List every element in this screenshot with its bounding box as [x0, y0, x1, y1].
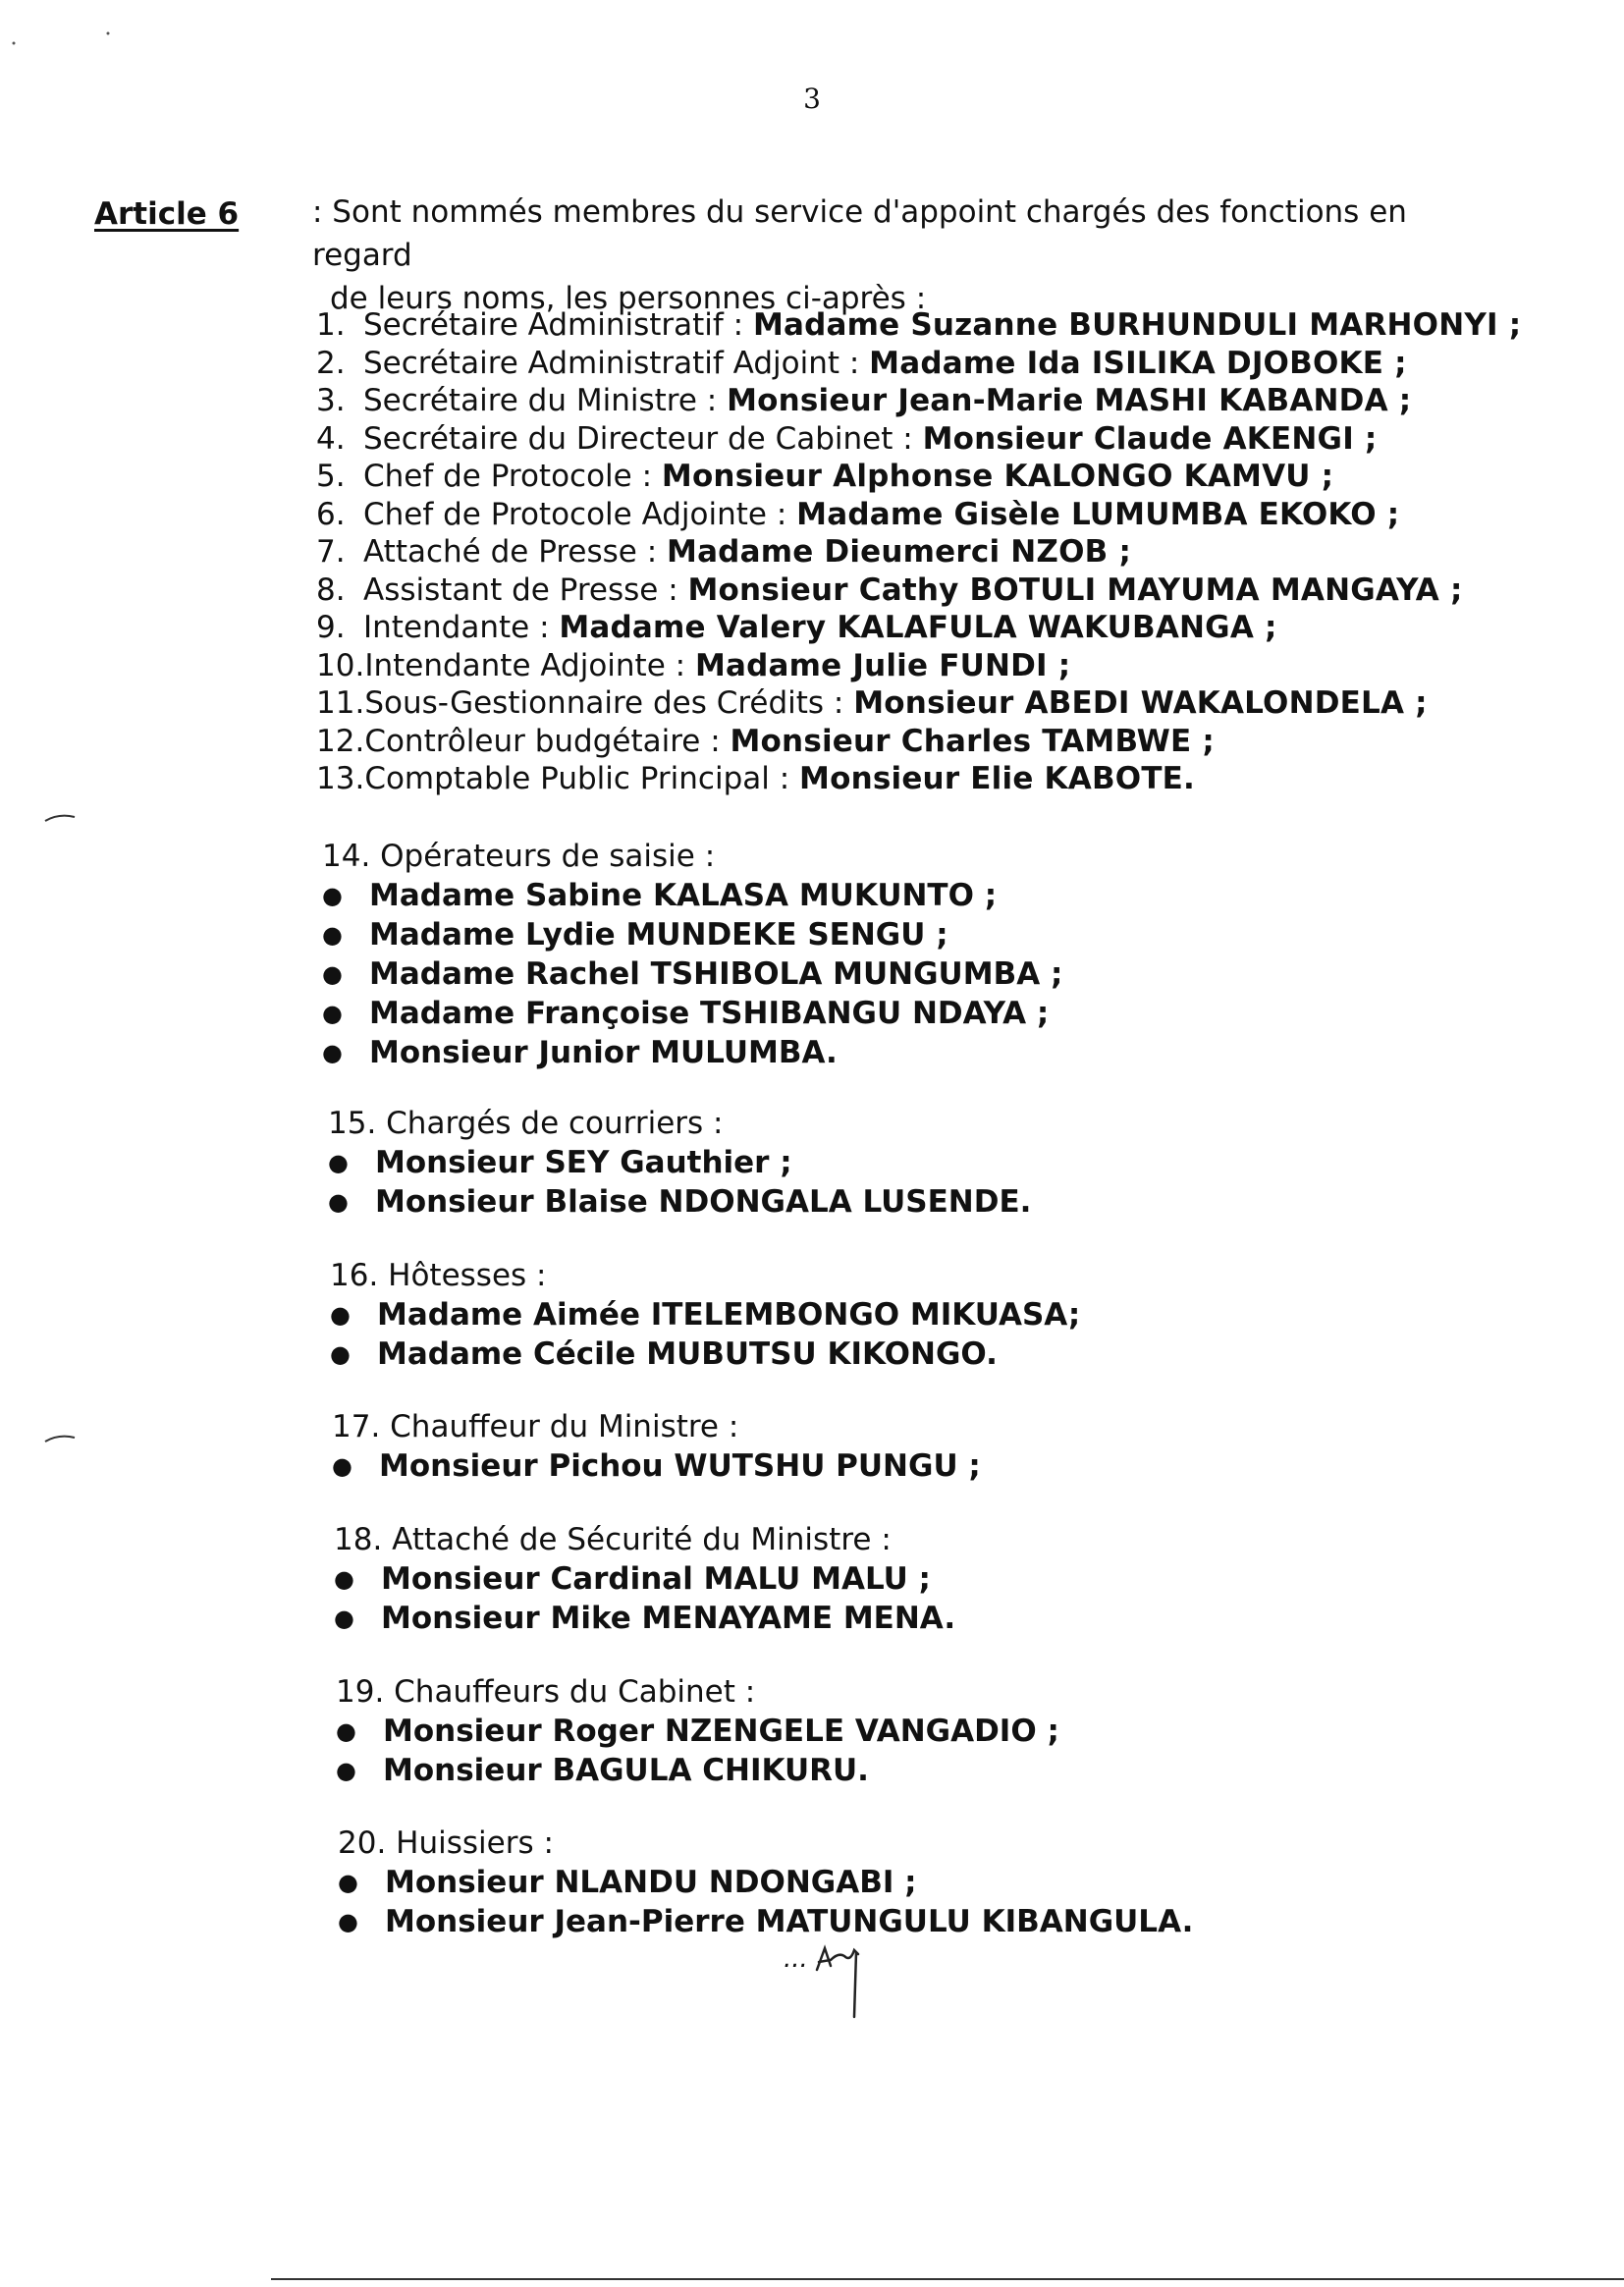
item-name: Monsieur Charles TAMBWE ;: [730, 723, 1215, 759]
list-item: ● Monsieur Pichou WUTSHU PUNGU ;: [332, 1448, 981, 1484]
list-item: ● Monsieur Blaise NDONGALA LUSENDE.: [328, 1184, 1032, 1220]
list-item: [316, 647, 1593, 685]
item-name: Monsieur Jean-Marie MASHI KABANDA ;: [727, 383, 1412, 418]
item-role: Secrétaire Administratif :: [363, 307, 753, 343]
item-role: Secrétaire du Directeur de Cabinet :: [363, 420, 923, 457]
item-name: Madame Gisèle LUMUMBA EKOKO ;: [796, 496, 1400, 532]
bullet-icon: ●: [322, 1000, 343, 1027]
page-number: 3: [803, 82, 821, 115]
item-number: 8.: [316, 572, 346, 608]
list-item: ● Monsieur SEY Gauthier ;: [328, 1145, 792, 1180]
item-role: Intendante :: [363, 610, 560, 645]
bullet-icon: ●: [334, 1565, 354, 1593]
group-chauffeurs-du-cabinet: [336, 1672, 1059, 1790]
intro-line-2: de leurs noms, les personnes ci-après :: [330, 281, 927, 316]
item-name: Monsieur Elie KABOTE.: [799, 761, 1196, 796]
item-number: 1.: [316, 307, 346, 343]
item-number: 9.: [316, 610, 346, 645]
list-item: ● Madame Françoise TSHIBANGU NDAYA ;: [322, 996, 1050, 1031]
item-name: Monsieur Claude AKENGI ;: [922, 420, 1378, 457]
list-item: ● Monsieur Cardinal MALU MALU ;: [334, 1561, 931, 1597]
list-item: ● Madame Aimée ITELEMBONGO MIKUASA;: [330, 1297, 1081, 1333]
list-item: ● Monsieur NLANDU NDONGABI ;: [338, 1865, 917, 1900]
list-item: [316, 382, 1593, 420]
item-role: Sous-Gestionnaire des Crédits :: [364, 685, 854, 721]
bullet-icon: ●: [338, 1869, 358, 1896]
item-number: 10.: [316, 647, 365, 683]
continuation-dots: ...: [784, 1944, 808, 1974]
group-heading: 18. Attaché de Sécurité du Ministre :: [334, 1522, 892, 1557]
bullet-icon: ●: [322, 1039, 343, 1066]
list-item: ● Madame Sabine KALASA MUKUNTO ;: [322, 878, 998, 913]
article-intro: [312, 191, 1471, 320]
item-role: Secrétaire du Ministre :: [363, 383, 728, 418]
group-heading: 15. Chargés de courriers :: [328, 1106, 724, 1141]
group-heading: 16. Hôtesses :: [330, 1258, 547, 1293]
item-name: Monsieur ABEDI WAKALONDELA ;: [853, 685, 1428, 721]
item-name: Monsieur Cathy BOTULI MAYUMA MANGAYA ;: [687, 572, 1463, 608]
scan-speck-icon: [10, 29, 118, 49]
group-huissiers: [338, 1824, 1193, 1941]
group-heading: 14. Opérateurs de saisie :: [322, 839, 716, 874]
list-item: [316, 609, 1593, 647]
group-operateurs-de-saisie: [322, 837, 1062, 1072]
bullet-icon: ●: [322, 882, 343, 909]
list-item: [316, 458, 1593, 496]
item-name: Madame Dieumerci NZOB ;: [667, 534, 1132, 570]
group-heading: 20. Huissiers :: [338, 1825, 554, 1861]
bullet-icon: ●: [322, 921, 343, 949]
item-number: 7.: [316, 534, 346, 570]
numbered-list: [316, 306, 1593, 798]
item-number: 4.: [316, 420, 346, 457]
scan-mark-icon: [43, 811, 77, 825]
list-item: ● Monsieur Jean-Pierre MATUNGULU KIBANGULA.: [338, 1904, 1194, 1939]
list-item: ● Madame Rachel TSHIBOLA MUNGUMBA ;: [322, 956, 1063, 992]
bullet-icon: ●: [334, 1605, 354, 1632]
list-item: ● Monsieur Roger NZENGELE VANGADIO ;: [336, 1714, 1059, 1749]
bullet-icon: ●: [330, 1340, 351, 1368]
list-item: ● Monsieur Mike MENAYAME MENA.: [334, 1601, 956, 1636]
initials-signature-icon: [797, 1942, 866, 2021]
bullet-icon: ●: [336, 1757, 356, 1784]
item-name: Madame Suzanne BURHUNDULI MARHONYI ;: [752, 307, 1522, 343]
item-role: Assistant de Presse :: [363, 572, 688, 608]
bullet-icon: ●: [332, 1452, 352, 1480]
item-role: Comptable Public Principal :: [364, 761, 800, 796]
item-name: Monsieur Alphonse KALONGO KAMVU ;: [661, 459, 1334, 494]
item-number: 3.: [316, 383, 346, 418]
list-item: ● Madame Lydie MUNDEKE SENGU ;: [322, 917, 948, 953]
group-charges-de-courriers: [328, 1104, 1031, 1222]
item-number: 2.: [316, 345, 346, 381]
list-item: [316, 684, 1593, 723]
list-item: ● Madame Cécile MUBUTSU KIKONGO.: [330, 1336, 998, 1372]
article-label: Article 6: [94, 196, 240, 232]
group-heading: 17. Chauffeur du Ministre :: [332, 1409, 739, 1444]
item-role: Attaché de Presse :: [363, 534, 668, 570]
footer-rule: [271, 2278, 1624, 2280]
item-number: 12.: [316, 723, 365, 759]
item-role: Contrôleur budgétaire :: [364, 723, 731, 759]
scan-mark-icon: [43, 1432, 77, 1445]
intro-line-1: : Sont nommés membres du service d'appoint chargés des fonctions en regard: [312, 194, 1407, 273]
bullet-icon: ●: [322, 960, 343, 988]
bullet-icon: ●: [336, 1717, 356, 1745]
list-item: ● Monsieur Junior MULUMBA.: [322, 1035, 838, 1070]
bullet-icon: ●: [328, 1149, 349, 1176]
group-hotesses: [330, 1256, 1080, 1374]
list-item: [316, 345, 1593, 383]
bullet-icon: ●: [330, 1301, 351, 1329]
item-number: 5.: [316, 459, 346, 494]
item-role: Intendante Adjointe :: [364, 647, 695, 683]
list-item: ● Monsieur BAGULA CHIKURU.: [336, 1753, 869, 1788]
item-name: Madame Julie FUNDI ;: [694, 647, 1071, 683]
group-chauffeur-du-ministre: [332, 1407, 981, 1486]
item-number: 13.: [316, 761, 365, 796]
item-name: Madame Valery KALAFULA WAKUBANGA ;: [559, 610, 1277, 645]
group-attache-de-securite: [334, 1520, 955, 1638]
item-number: 6.: [316, 496, 346, 532]
list-item: [316, 760, 1593, 798]
item-role: Chef de Protocole :: [363, 459, 662, 494]
item-role: Secrétaire Administratif Adjoint :: [363, 345, 870, 381]
item-role: Chef de Protocole Adjointe :: [363, 496, 797, 532]
list-item: [316, 420, 1593, 459]
item-number: 11.: [316, 685, 365, 721]
bullet-icon: ●: [328, 1188, 349, 1216]
list-item: [316, 496, 1593, 534]
list-item: [316, 533, 1593, 572]
bullet-icon: ●: [338, 1908, 358, 1935]
list-item: [316, 306, 1593, 345]
group-heading: 19. Chauffeurs du Cabinet :: [336, 1674, 756, 1710]
list-item: [316, 572, 1593, 610]
item-name: Madame Ida ISILIKA DJOBOKE ;: [869, 345, 1407, 381]
list-item: [316, 723, 1593, 761]
